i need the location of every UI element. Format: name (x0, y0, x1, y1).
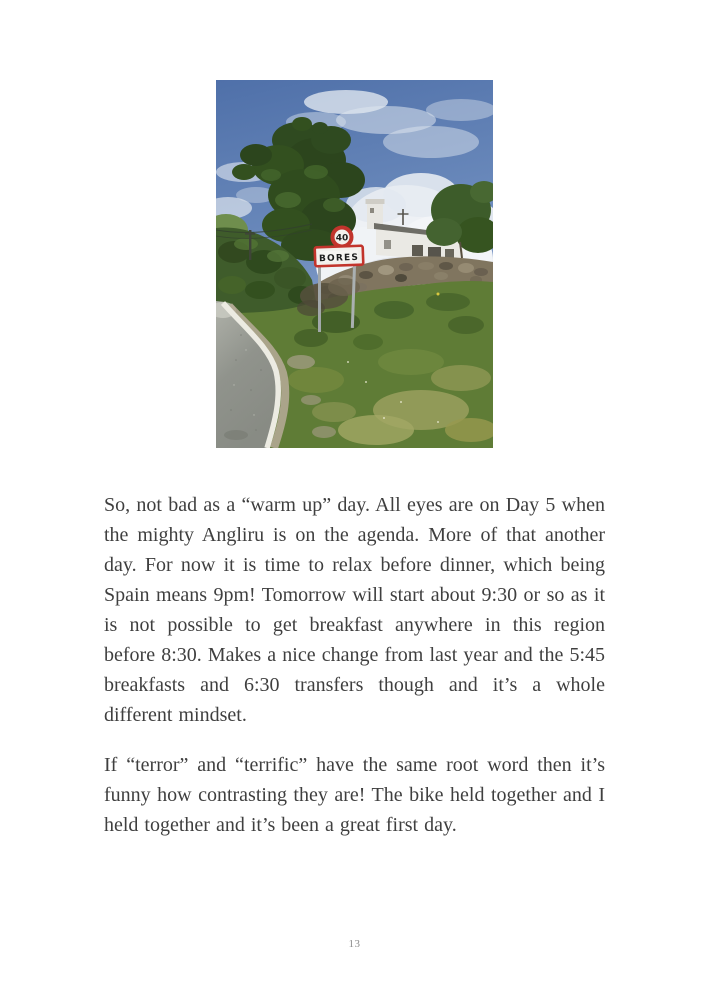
roadside-photo (216, 80, 493, 448)
page-number: 13 (348, 938, 361, 950)
body-text (104, 490, 605, 860)
town-sign (315, 246, 364, 267)
speed-limit-sign (333, 228, 352, 247)
paragraph-1: So, not bad as a “warm up” day. All eyes are on Day 5 when the mighty Angliru is on the agenda. More of that another day. For now it is time to relax before dinner, which being Spain means 9pm! Tomorrow will start about 9:30 or so as it is not possible to get breakfast anywhere in this region before 8:30. Makes a nice change from last year and the 5:45 breakfasts and 6:30 transfers though and it’s a whole different mindset. (104, 494, 605, 726)
speed-limit-value: 40 (335, 233, 349, 244)
roadside-photo-illustration (216, 80, 493, 448)
town-sign-name: BORES (318, 252, 360, 265)
paragraph-2: If “terror” and “terrific” have the same root word then it’s funny how contrasting they are! The bike held together and I held together and it’s been a great first day. (104, 754, 605, 836)
